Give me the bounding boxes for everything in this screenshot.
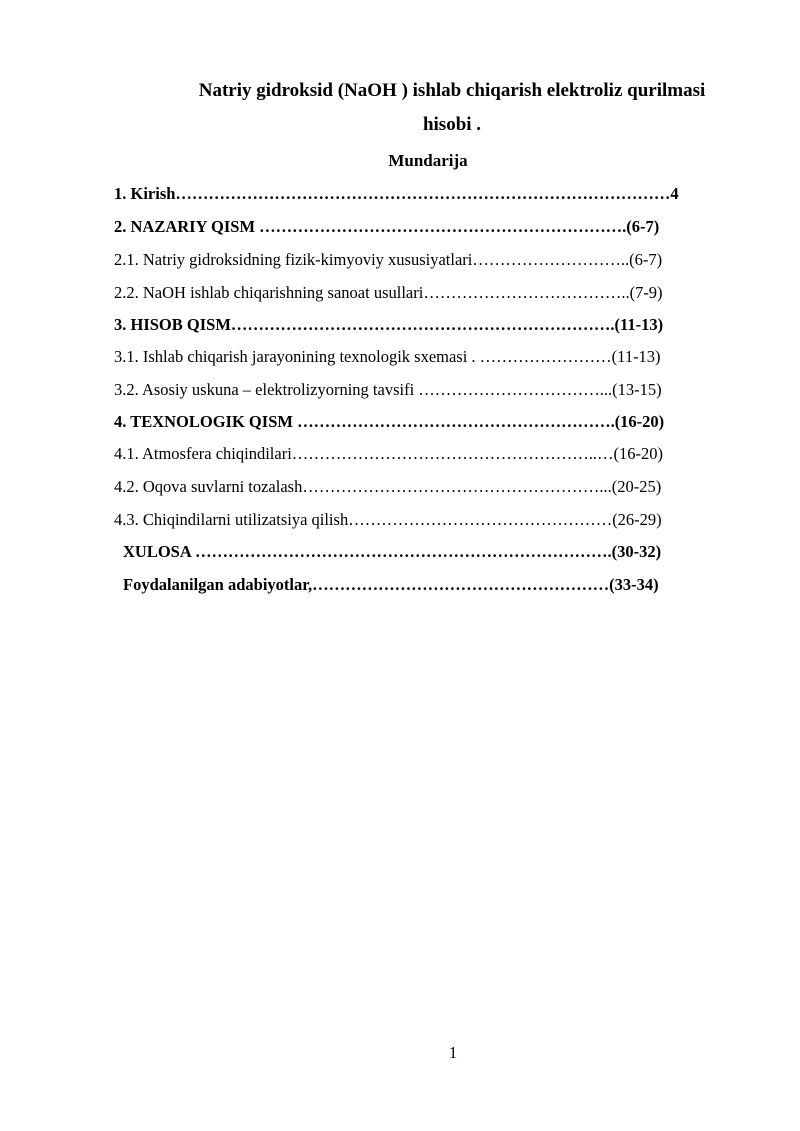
toc-entry-texnologik-qism: 4. TEXNOLOGIK QISM ………………………………………………….(16-20)	[114, 412, 665, 431]
toc-entry-hisob-qism: 3. HISOB QISM…………………………………………………………….(11-13)	[114, 315, 664, 334]
toc-entry-4-3: 4.3. Chiqindilarni utilizatsiya qilish…………………………………………(26-29)	[114, 510, 662, 529]
toc-entry-nazariy-qism: 2. NAZARIY QISM ………………………………………………………….(6-7)	[114, 217, 660, 236]
toc-entry-kirish: 1. Kirish………………………………………………………………………………4	[114, 184, 679, 203]
toc-entry-4-2: 4.2. Oqova suvlarni tozalash………………………………………………...(20-25)	[114, 477, 662, 496]
toc-entry-xulosa: XULOSA ………………………………………………………………….(30-32)	[123, 542, 662, 561]
page-number: 1	[448, 1043, 458, 1062]
toc-entry-3-1: 3.1. Ishlab chiqarish jarayonining texnologik sxemasi . ……………………(11-13)	[114, 347, 661, 366]
toc-heading: Mundarija	[388, 151, 468, 170]
toc-entry-3-2: 3.2. Asosiy uskuna – elektrolizyorning tavsifi ……………………………...(13-15)	[114, 380, 662, 399]
toc-entry-4-1: 4.1. Atmosfera chiqindilari………………………………………………..…(16-20)	[114, 444, 664, 463]
toc-entry-2-2: 2.2. NaOH ishlab chiqarishning sanoat usullari………………………………..(7-9)	[114, 283, 663, 302]
toc-entry-2-1: 2.1. Natriy gidroksidning fizik-kimyoviy xususiyatlari………………………..(6-7)	[114, 250, 663, 269]
toc-entry-adabiyotlar: Foydalanilgan adabiyotlar,………………………………………………(33-34)	[123, 575, 659, 594]
document-title: Natriy gidroksid (NaOH ) ishlab chiqarish elektroliz qurilmasi hisobi .	[198, 80, 706, 135]
